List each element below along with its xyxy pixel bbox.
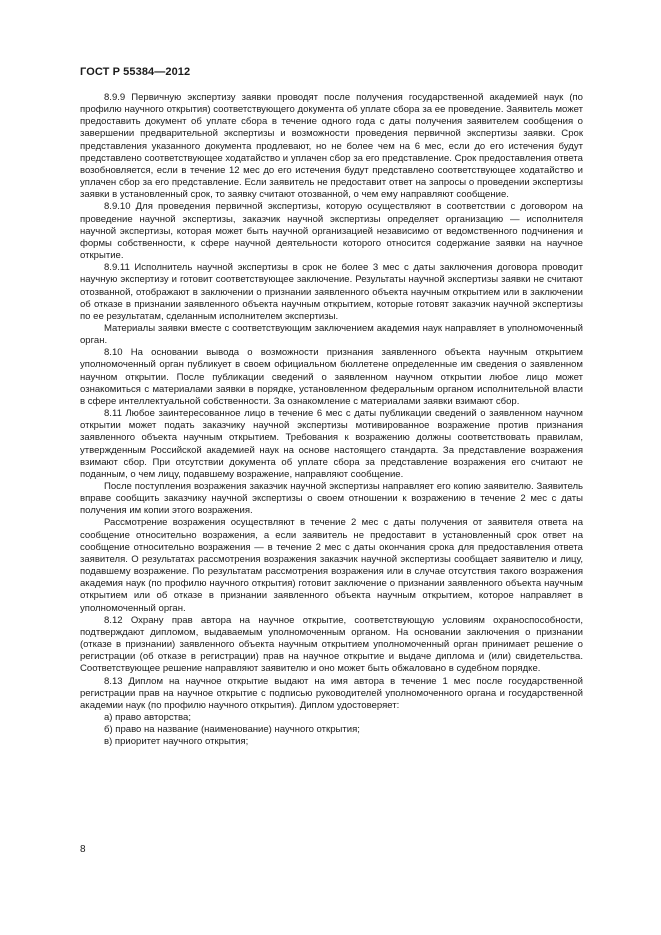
list-item-authorship: а) право авторства; <box>104 711 191 723</box>
paragraph-objection-receipt: После поступления возражения заказчик научной экспертизы направляет его копию заявителю. Заявитель вправе сообщить заказчику научной экспертизы о своем отношении к возражению в течение 2 мес с даты получения им копии этого возражения. <box>80 481 583 517</box>
paragraph-8-13: 8.13 Диплом на научное открытие выдают на имя автора в течение 1 мес после государственной регистрации прав на научное открытие с подписью руководителей уполномоченного органа и государственной академии наук (по профилю научного открытия). Диплом удостоверяет: <box>80 675 583 711</box>
paragraph-8-10: 8.10 На основании вывода о возможности признания заявленного объекта научным открытием уполномоченный орган публикует в своем официальном бюллетене определенные им сведения о заявленном научном открытии. После публикации сведений о заявленном научном открытии любое лицо может ознакомиться с материалами заявки в порядке, установленном федеральным органом исполнительной власти в сфере интеллектуальной собственности. За ознакомление с материалами заявки взимают сбор. <box>80 347 583 407</box>
document-body <box>80 92 583 748</box>
document-header: ГОСТ Р 55384—2012 <box>80 66 191 78</box>
page-number: 8 <box>80 844 86 855</box>
paragraph-objection-review: Рассмотрение возражения осуществляют в течение 2 мес с даты получения от заявителя ответа на сообщение относительно возражения, а если заявитель не предоставит в установленный срок ответ на сообщение относительно возражения — в течение 2 мес с даты окончания срока для предоставления ответа заявителя. О результатах рассмотрения возражения заказчик научной экспертизы сообщает заявителю и лицу, подавшему возражение. По результатам рассмотрения возражения или в случае отсутствия такого возражения академия наук (по профилю научного открытия) готовит заключение о признании заявленного объекта научным открытием или об отказе в признании заявленного объекта научным открытием, которое направляет в уполномоченный орган. <box>80 517 583 614</box>
paragraph-8-12: 8.12 Охрану прав автора на научное открытие, соответствующую условиям охраноспособности, подтверждают дипломом, выдаваемым уполномоченным органом. На основании заключения о признании (отказе в признании) заявленного объекта научным открытием уполномоченный орган принимает решение о регистрации (об отказе в регистрации) прав на научное открытие и выдаче диплома и (или) свидетельства. Соответствующее решение направляют заявителю и оно может быть обжаловано в судебном порядке. <box>80 614 583 675</box>
paragraph-8-9-11: 8.9.11 Исполнитель научной экспертизы в срок не более 3 мес с даты заключения договора проводит научную экспертизу и готовит соответствующее заключение. Результаты научной экспертизы заявки не считают отозванной, отображают в заключении о признании заявленного объекта научным открытием или в заключении об отказе в признании заявленного объекта научным открытием, которые готовят заказчик научной экспертизы по ее результатам, сделанным исполнителем экспертизы. <box>80 262 583 322</box>
paragraph-8-9-9: 8.9.9 Первичную экспертизу заявки проводят после получения государственной академией наук (по профилю научного открытия) соответствующего документа об уплате сбора за ее проведение. Заявитель может предоставить документ об уплате сбора в течение одного года с даты получения заявителем сообщения о завершении предварительной экспертизы и возможности проведения первичной экспертизы заявки. Срок представления указанного документа продлевают, но не более чем на 6 мес, если до его истечения будут представлено соответствующее ходатайство и уплачен сбор за его представление. Срок предоставления ответа возобновляется, если в течение 12 мес до его истечения будут представлено соответствующее ходатайство и уплачен сбор за его представление. Если заявитель не предоставит ответ на запросы о проведении экспертизы заявки в установленный срок, то заявку считают отозванной, о чем ему направляют сообщение. <box>80 92 583 201</box>
list-item-name: б) право на название (наименование) научного открытия; <box>104 724 360 736</box>
paragraph-materials: Материалы заявки вместе с соответствующим заключением академия наук направляет в уполномоченный орган. <box>80 322 583 347</box>
list-item-priority: в) приоритет научного открытия; <box>104 736 249 748</box>
paragraph-8-9-10: 8.9.10 Для проведения первичной экспертизы, которую осуществляют в соответствии с договором на проведение научной экспертизы, заказчик научной экспертизы определяет организацию — исполнителя научной экспертизы, которая может быть научной организацией независимо от ведомственного подчинения и формы собственности, к сфере научной деятельности которого относится содержание заявки на научное открытие. <box>80 201 583 262</box>
paragraph-8-11: 8.11 Любое заинтересованное лицо в течение 6 мес с даты публикации сведений о заявленном научном открытии может подать заказчику научной экспертизы мотивированное возражение против признания заявленного объекта научным открытием. Требования к возражению должны соответствовать правилам, утвержденным Российской академией наук на основе настоящего стандарта. За представление возражения взимают сбор. При отсутствии документа об уплате сбора за представление возражения его считают не поданным, о чем лицу, подавшему возражение, направляют сообщение. <box>80 408 583 480</box>
